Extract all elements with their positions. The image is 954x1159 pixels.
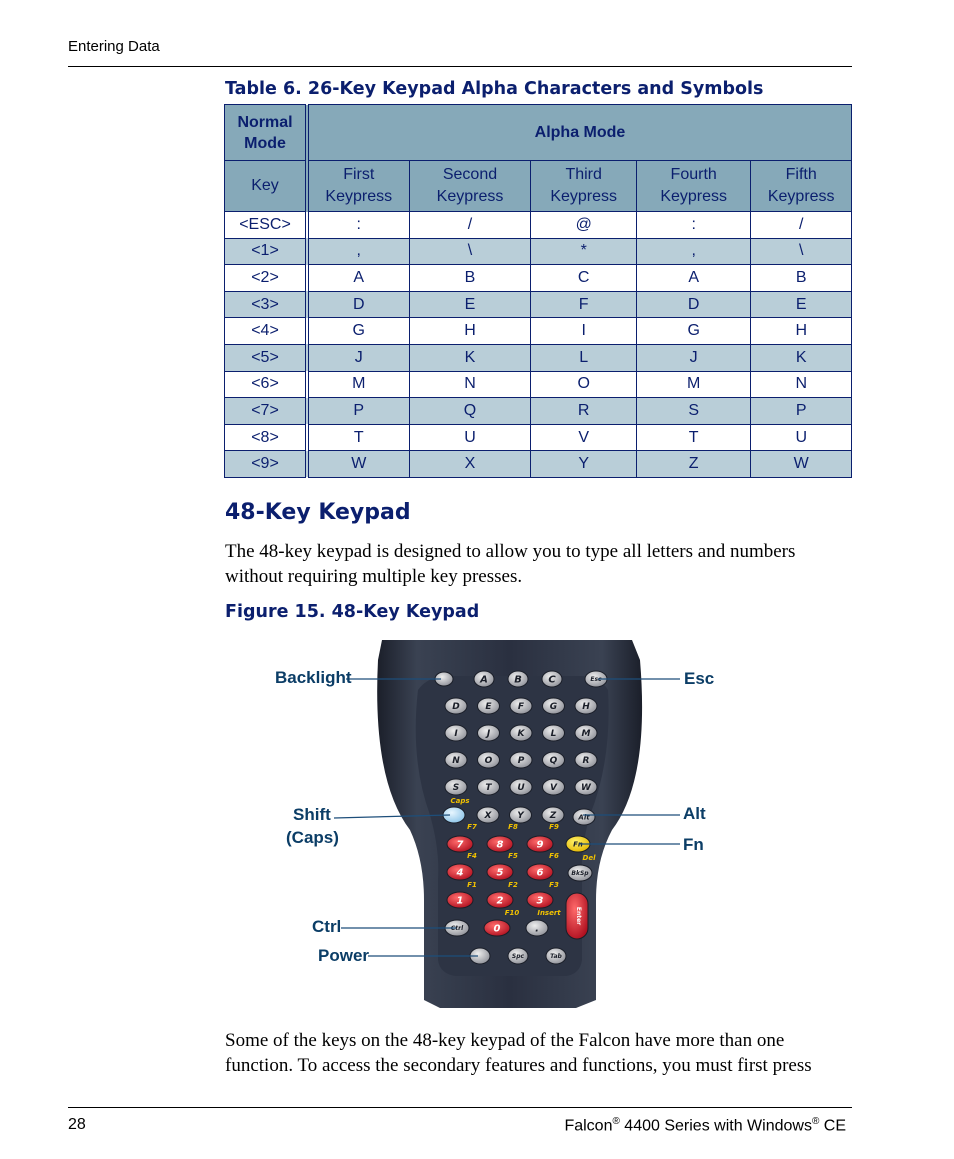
char-cell: R: [531, 398, 636, 425]
char-cell: M: [636, 371, 751, 398]
callout-power: Power: [318, 946, 370, 965]
key-cell: <ESC>: [225, 212, 308, 239]
body-paragraph: Some of the keys on the 48-key keypad of the Falcon have more than one function. To access the secondary features and functions, you must first press: [225, 1030, 812, 1076]
char-cell: :: [636, 212, 751, 239]
callout-shift: Shift: [293, 805, 331, 824]
key-s-label: S: [452, 783, 460, 794]
key-9-label: 9: [536, 839, 544, 851]
key-r-label: R: [582, 756, 590, 767]
f-key-label: F8: [508, 823, 518, 831]
callout-ctrl: Ctrl: [312, 917, 342, 936]
char-cell: K: [751, 344, 852, 371]
alt-key-label: Alt: [578, 813, 590, 822]
char-cell: L: [531, 344, 636, 371]
char-cell: F: [531, 291, 636, 318]
key-m-label: M: [581, 729, 591, 740]
char-cell: W: [751, 451, 852, 478]
char-cell: B: [409, 265, 531, 292]
caps-label: Caps: [450, 797, 470, 805]
callout-fn: Fn: [683, 835, 704, 854]
key-k-label: K: [517, 729, 525, 740]
keypress-header: Fourth Keypress: [636, 161, 751, 212]
char-cell: E: [409, 291, 531, 318]
char-cell: S: [636, 398, 751, 425]
key-c-label: C: [548, 674, 556, 686]
f-key-label: F4: [467, 852, 477, 860]
char-cell: I: [531, 318, 636, 345]
char-cell: V: [531, 424, 636, 451]
char-cell: P: [751, 398, 852, 425]
char-cell: /: [409, 212, 531, 239]
char-cell: P: [307, 398, 409, 425]
char-cell: G: [307, 318, 409, 345]
alpha-mode-header: Alpha Mode: [307, 105, 852, 161]
key-i-label: I: [454, 729, 458, 740]
key-8-label: 8: [496, 839, 504, 851]
char-cell: C: [531, 265, 636, 292]
char-cell: @: [531, 212, 636, 239]
bksp-key-label: BkSp: [571, 870, 589, 878]
keypress-header: Fifth Keypress: [751, 161, 852, 212]
char-cell: N: [751, 371, 852, 398]
key-6-label: 6: [536, 867, 544, 879]
tab-key-label: Tab: [550, 953, 562, 961]
normal-mode-header: Normal Mode: [225, 105, 308, 161]
f-key-label: F3: [549, 881, 559, 889]
char-cell: E: [751, 291, 852, 318]
key-3-label: 3: [536, 895, 544, 907]
char-cell: J: [307, 344, 409, 371]
key-7-label: 7: [456, 839, 464, 851]
char-cell: U: [409, 424, 531, 451]
dot-key-label: .: [535, 923, 539, 935]
key-cell: <1>: [225, 238, 308, 265]
insert-label: Insert: [537, 909, 561, 917]
key-a-label: A: [480, 674, 488, 686]
char-cell: J: [636, 344, 751, 371]
key-cell: <6>: [225, 371, 308, 398]
char-cell: X: [409, 451, 531, 478]
char-cell: B: [751, 265, 852, 292]
char-cell: G: [636, 318, 751, 345]
callout-alt: Alt: [683, 804, 706, 823]
figure-caption: Figure 15. 48-Key Keypad: [225, 602, 480, 622]
char-cell: Y: [531, 451, 636, 478]
f-key-label: F5: [508, 852, 518, 860]
key-l-label: L: [550, 729, 557, 740]
ctrl-key-label: Ctrl: [450, 925, 464, 933]
f-key-label: F10: [504, 909, 520, 917]
key-cell: <5>: [225, 344, 308, 371]
key-e-label: E: [485, 702, 492, 713]
key-b-label: B: [514, 674, 522, 686]
intro-paragraph: The 48-key keypad is designed to allow you to type all letters and numbers without requiring multiple key presses.: [225, 541, 796, 587]
key-o-label: O: [484, 756, 493, 767]
char-cell: T: [636, 424, 751, 451]
key-x-label: X: [484, 811, 492, 822]
char-cell: \: [409, 238, 531, 265]
char-cell: ,: [307, 238, 409, 265]
key-cell: <4>: [225, 318, 308, 345]
char-cell: H: [751, 318, 852, 345]
key-j-label: J: [486, 729, 491, 740]
char-cell: *: [531, 238, 636, 265]
key-u-label: U: [517, 783, 525, 794]
running-header: Entering Data: [68, 38, 160, 55]
key-2-label: 2: [496, 895, 504, 907]
char-cell: \: [751, 238, 852, 265]
table-caption: Table 6. 26-Key Keypad Alpha Characters and Symbols: [225, 79, 764, 99]
char-cell: K: [409, 344, 531, 371]
key-t-label: T: [485, 783, 492, 794]
keypress-header: First Keypress: [307, 161, 409, 212]
key-h-label: H: [582, 702, 590, 713]
char-cell: A: [636, 265, 751, 292]
char-cell: ,: [636, 238, 751, 265]
char-cell: U: [751, 424, 852, 451]
char-cell: /: [751, 212, 852, 239]
callout-esc: Esc: [684, 669, 715, 688]
esc-key-label: Esc: [590, 676, 602, 684]
fn-key-label: Fn: [573, 840, 583, 849]
key-column-header: Key: [225, 161, 308, 212]
footer-rule: [68, 1107, 852, 1108]
keypress-header: Third Keypress: [531, 161, 636, 212]
callout-caps: (Caps): [286, 828, 339, 847]
key-cell: <8>: [225, 424, 308, 451]
f-key-label: F9: [549, 823, 559, 831]
keypress-header: Second Keypress: [409, 161, 531, 212]
key-z-label: Z: [549, 811, 557, 822]
char-cell: :: [307, 212, 409, 239]
f-key-label: F1: [467, 881, 477, 889]
key-cell: <3>: [225, 291, 308, 318]
key-y-label: Y: [517, 811, 524, 822]
page-number: 28: [68, 1116, 86, 1133]
key-5-label: 5: [496, 867, 504, 879]
key-cell: <7>: [225, 398, 308, 425]
f-key-label: F2: [508, 881, 518, 889]
char-cell: M: [307, 371, 409, 398]
key-4-label: 4: [456, 867, 464, 879]
key-q-label: Q: [549, 756, 558, 767]
key-d-label: D: [452, 702, 460, 713]
key-cell: <2>: [225, 265, 308, 292]
char-cell: T: [307, 424, 409, 451]
char-cell: Q: [409, 398, 531, 425]
f-key-label: F6: [549, 852, 559, 860]
char-cell: Z: [636, 451, 751, 478]
key-n-label: N: [452, 756, 460, 767]
char-cell: D: [636, 291, 751, 318]
char-cell: D: [307, 291, 409, 318]
char-cell: A: [307, 265, 409, 292]
char-cell: N: [409, 371, 531, 398]
enter-key-label: Enter: [575, 906, 582, 926]
char-cell: H: [409, 318, 531, 345]
f-key-label: F7: [467, 823, 477, 831]
key-cell: <9>: [225, 451, 308, 478]
char-cell: O: [531, 371, 636, 398]
key-0-label: 0: [493, 923, 501, 935]
key-1-label: 1: [456, 895, 464, 907]
section-title: 48-Key Keypad: [225, 500, 411, 525]
char-cell: W: [307, 451, 409, 478]
key-w-label: W: [581, 783, 591, 794]
footer-product-title: Falcon® 4400 Series with Windows® CE: [564, 1116, 846, 1135]
key-f-label: F: [517, 702, 525, 713]
key-g-label: G: [549, 702, 558, 713]
key-v-label: V: [550, 783, 557, 794]
spc-key-label: Spc: [511, 953, 525, 961]
key-p-label: P: [517, 756, 525, 767]
del-label: Del: [582, 854, 596, 862]
shift-leader: [334, 815, 450, 818]
callout-backlight: Backlight: [275, 668, 352, 687]
